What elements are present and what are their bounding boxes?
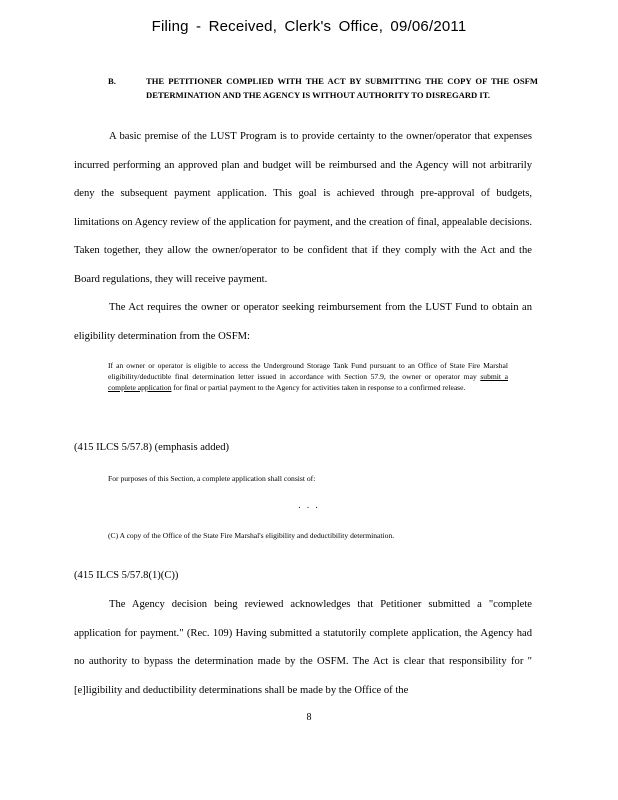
section-heading bbox=[108, 74, 538, 102]
body-paragraph-3: The Agency decision being reviewed acknowledges that Petitioner submitted a "complete application for payment." (Rec. 109) Having submitted a statutorily complete application, the Agency had no authority to bypass the determination made by the OSFM. The Act is clear that responsibility for "[e]ligibility and deductibility determinations shall be made by the Office of the bbox=[74, 599, 532, 696]
quote-1-emphasis: submit a complete application bbox=[108, 372, 508, 392]
body-paragraph-1: A basic premise of the LUST Program is to provide certainty to the owner/operator that expenses incurred performing an approved plan and budget will be reimbursed and the Agency will not arbitrarily deny the subsequent payment application. This goal is achieved through pre-approval of budgets, limitations on Agency review of the application for payment, and the creation of final, appealable decisions. Taken together, they allow the owner/operator to be confident that if they comply with the Act and the Board regulations, they will receive payment. bbox=[74, 131, 532, 285]
citation-2: (415 ILCS 5/57.8(1)(C)) bbox=[74, 570, 179, 581]
ellipsis: . . . bbox=[298, 500, 320, 510]
quote-1-after: for final or partial payment to the Agency for activities taken in response to a confirmed release. bbox=[171, 383, 466, 392]
quote-1-before: If an owner or operator is eligible to access the Underground Storage Tank Fund pursuant to an Office of State Fire Marshal eligibility/deductible final determination letter issued in accordance with Section 57.9, the owner or operator may bbox=[108, 361, 508, 381]
page-number: 8 bbox=[306, 712, 312, 723]
section-heading-text: THE PETITIONER COMPLIED WITH THE ACT BY SUBMITTING THE COPY OF THE OSFM DETERMINATION AND THE AGENCY IS WITHOUT AUTHORITY TO DISREGARD IT. bbox=[146, 76, 538, 100]
statute-quote-1 bbox=[108, 360, 508, 393]
statute-quote-3: (C) A copy of the Office of the State Fire Marshal's eligibility and deductibility determination. bbox=[108, 531, 395, 540]
citation-1: (415 ILCS 5/57.8) (emphasis added) bbox=[74, 442, 230, 453]
filing-stamp-header: Filing - Received, Clerk's Office, 09/06/2011 bbox=[151, 18, 467, 35]
body-paragraph-2: The Act requires the owner or operator seeking reimbursement from the LUST Fund to obtain an eligibility determination from the OSFM: bbox=[74, 302, 532, 342]
section-label: B. bbox=[108, 76, 116, 86]
statute-quote-2: For purposes of this Section, a complete application shall consist of: bbox=[108, 474, 316, 483]
